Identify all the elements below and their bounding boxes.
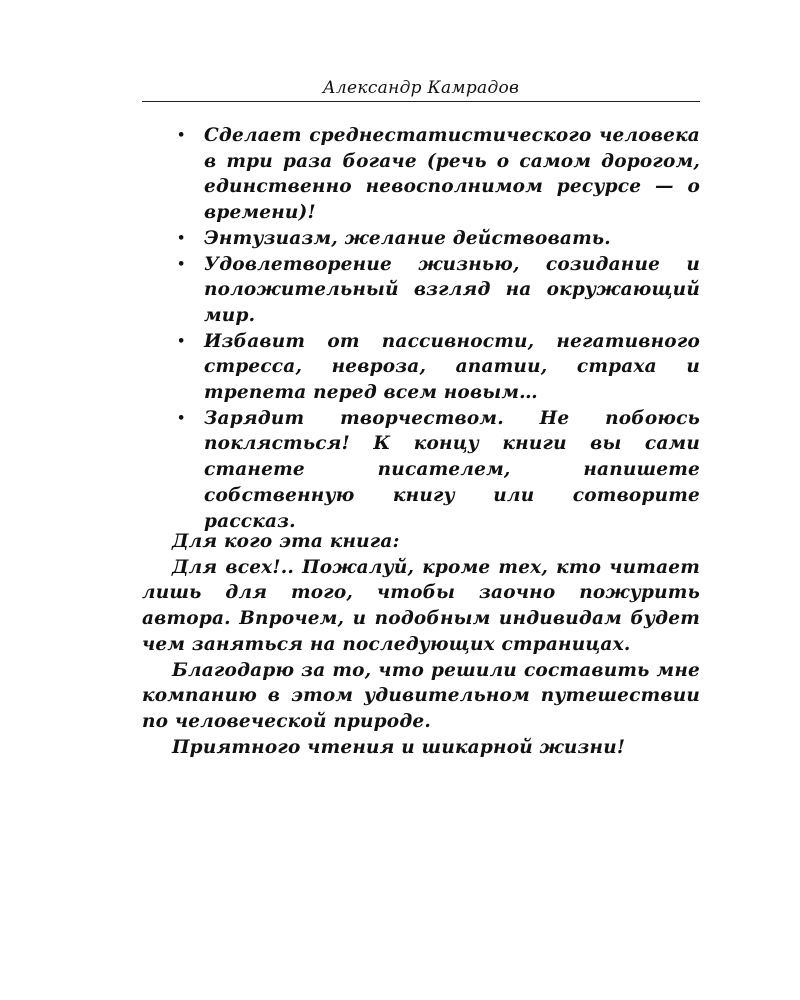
list-item bbox=[142, 329, 700, 406]
list-item bbox=[142, 123, 700, 226]
list-item bbox=[142, 226, 700, 252]
list-item-text: Избавит от пассивности, негативного стресса, невроза, апатии, страха и трепета перед всем новым… bbox=[204, 330, 700, 404]
running-head: Александр Камрадов bbox=[322, 78, 520, 98]
bullet-icon: • bbox=[177, 333, 186, 349]
section-heading: Для кого эта книга: bbox=[172, 531, 400, 552]
header-rule bbox=[142, 101, 700, 102]
benefits-list bbox=[142, 123, 700, 534]
bullet-icon: • bbox=[177, 230, 186, 246]
bullet-icon: • bbox=[177, 256, 186, 272]
paragraph: Благодарю за то, что решили составить мне компанию в этом удивительном путешествии по человеческой природе. bbox=[142, 659, 700, 732]
list-item bbox=[142, 252, 700, 329]
list-item bbox=[142, 406, 700, 535]
list-item-text: Энтузиазм, желание действовать. bbox=[204, 227, 611, 249]
bullet-icon: • bbox=[177, 128, 186, 143]
paragraph: Для всех!.. Пожалуй, кроме тех, кто читает лишь для того, чтобы заочно пожурить автора. Впрочем, и подобным индивидам будет чем заняться на последующих страницах. bbox=[142, 556, 700, 655]
bullet-icon: • bbox=[177, 410, 186, 426]
body-text bbox=[142, 529, 700, 760]
list-item-text: Зарядит творчеством. Не побоюсь поклясться! К концу книги вы сами станете писателем, напишете собственную книгу или сотворите рассказ. bbox=[204, 407, 700, 532]
list-item-text: Сделает среднестатистического человека в три раза богаче (речь о самом дорогом, единственно невосполнимом ресурсе — о времени)! bbox=[204, 125, 700, 224]
list-item-text: Удовлетворение жизнью, созидание и положительный взгляд на окружающий мир. bbox=[204, 253, 700, 326]
closing-line: Приятного чтения и шикарной жизни! bbox=[172, 736, 626, 758]
